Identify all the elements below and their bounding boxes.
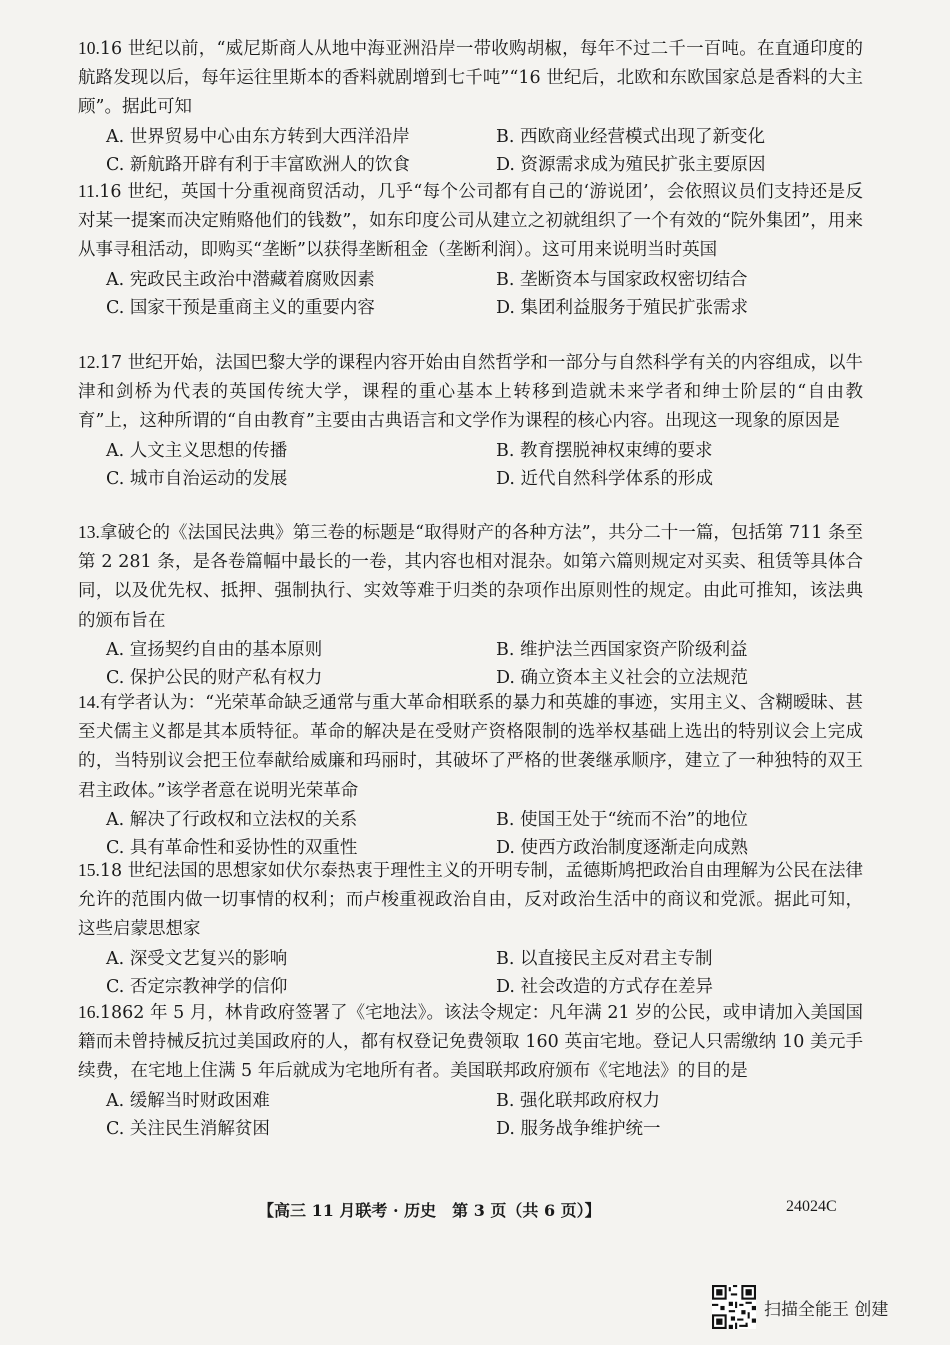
option-b[interactable]: B. 强化联邦政府权力 bbox=[496, 1090, 660, 1111]
options bbox=[78, 123, 863, 180]
options bbox=[78, 1087, 863, 1144]
option-a[interactable]: A. 缓解当时财政困难 bbox=[106, 1090, 270, 1111]
options bbox=[78, 266, 863, 323]
question-15 bbox=[78, 856, 863, 1001]
option-c[interactable]: C. 具有革命性和妥协性的双重性 bbox=[106, 838, 358, 859]
options bbox=[78, 636, 863, 693]
question-number: 12. bbox=[78, 352, 100, 372]
question-16 bbox=[78, 998, 863, 1143]
qr-code-icon bbox=[712, 1285, 756, 1329]
question-11 bbox=[78, 177, 863, 322]
option-b[interactable]: B. 教育摆脱神权束缚的要求 bbox=[496, 440, 713, 461]
question-number: 13. bbox=[78, 522, 100, 542]
option-b[interactable]: B. 垄断资本与国家政权密切结合 bbox=[496, 269, 748, 290]
option-c[interactable]: C. 国家干预是重商主义的重要内容 bbox=[106, 298, 375, 319]
option-b[interactable]: B. 使国王处于“统而不治”的地位 bbox=[496, 809, 748, 830]
question-stem bbox=[78, 177, 863, 266]
question-text: 有学者认为：“光荣革命缺乏通常与重大革命相联系的暴力和英雄的事迹，实用主义、含糊暧昧、甚至犬儒主义都是其本质特征。革命的解决是在受财产资格限制的选举权基础上选出的特别议会上完成的，当特别议会把王位奉献给威廉和玛丽时，其破坏了严格的世袭继承顺序，建立了一种独特的双王君主政体。”该学者意在说明光荣革命 bbox=[78, 693, 863, 801]
options bbox=[78, 806, 863, 863]
question-text: 17 世纪开始，法国巴黎大学的课程内容开始由自然哲学和一部分与自然科学有关的内容组成，以牛津和剑桥为代表的英国传统大学，课程的重心基本上转移到造就未来学者和绅士阶层的“自由教育”上，这种所谓的“自由教育”主要由古典语言和文学作为课程的核心内容。出现这一现象的原因是 bbox=[78, 353, 863, 432]
option-d[interactable]: D. 近代自然科学体系的形成 bbox=[496, 469, 714, 490]
option-c[interactable]: C. 城市自治运动的发展 bbox=[106, 469, 288, 490]
option-b[interactable]: B. 以直接民主反对君主专制 bbox=[496, 948, 713, 969]
question-13 bbox=[78, 518, 863, 693]
question-stem bbox=[78, 998, 863, 1087]
question-14 bbox=[78, 688, 863, 863]
question-text: 16 世纪以前，“威尼斯商人从地中海亚洲沿岸一带收购胡椒，每年不过二千一百吨。在直通印度的航路发现以后，每年运往里斯本的香料就剧增到七千吨”“16 世纪后，北欧和东欧国家总是香料的大主顾”。据此可知 bbox=[78, 39, 863, 118]
options bbox=[78, 437, 863, 494]
question-number: 10. bbox=[78, 38, 100, 58]
footer-title: 【高三 11 月联考 · 历史 第 3 页（共 6 页）】 bbox=[258, 1201, 601, 1220]
question-number: 11. bbox=[78, 181, 100, 201]
question-stem bbox=[78, 856, 863, 945]
option-d[interactable]: D. 确立资本主义社会的立法规范 bbox=[496, 668, 749, 689]
question-12 bbox=[78, 348, 863, 493]
options bbox=[78, 945, 863, 1002]
scanner-watermark bbox=[712, 1285, 888, 1329]
option-d[interactable]: D. 资源需求成为殖民扩张主要原因 bbox=[496, 155, 766, 176]
option-c[interactable]: C. 关注民生消解贫困 bbox=[106, 1119, 270, 1140]
question-stem bbox=[78, 348, 863, 437]
option-a[interactable]: A. 世界贸易中心由东方转到大西洋沿岸 bbox=[106, 126, 410, 147]
scanner-label: 扫描全能王 创建 bbox=[764, 1299, 889, 1320]
option-a[interactable]: A. 宣扬契约自由的基本原则 bbox=[106, 639, 323, 660]
question-10 bbox=[78, 34, 863, 179]
option-a[interactable]: A. 解决了行政权和立法权的关系 bbox=[106, 809, 358, 830]
question-stem bbox=[78, 518, 863, 636]
question-text: 1862 年 5 月，林肯政府签署了《宅地法》。该法令规定：凡年满 21 岁的公民，或申请加入美国国籍而未曾持械反抗过美国政府的人，都有权登记免费领取 160 英亩宅地。登记人只需缴纳 10 美元手续费，在宅地上住满 5 年后就成为宅地所有者。美国联邦政府颁布《宅地法》的目的是 bbox=[78, 1003, 863, 1082]
question-text: 18 世纪法国的思想家如伏尔泰热衷于理性主义的开明专制，孟德斯鸠把政治自由理解为公民在法律允许的范围内做一切事情的权利；而卢梭重视政治自由，反对政治生活中的商议和党派。据此可知，这些启蒙思想家 bbox=[78, 861, 863, 940]
question-stem bbox=[78, 688, 863, 806]
option-c[interactable]: C. 新航路开辟有利于丰富欧洲人的饮食 bbox=[106, 155, 410, 176]
option-a[interactable]: A. 人文主义思想的传播 bbox=[106, 440, 288, 461]
option-a[interactable]: A. 宪政民主政治中潜藏着腐败因素 bbox=[106, 269, 375, 290]
option-d[interactable]: D. 集团利益服务于殖民扩张需求 bbox=[496, 298, 749, 319]
option-d[interactable]: D. 使西方政治制度逐渐走向成熟 bbox=[496, 838, 749, 859]
question-number: 16. bbox=[78, 1002, 100, 1022]
option-c[interactable]: C. 否定宗教神学的信仰 bbox=[106, 977, 288, 998]
question-stem bbox=[78, 34, 863, 123]
question-text: 16 世纪，英国十分重视商贸活动，几乎“每个公司都有自己的‘游说团’，会依照议员们支持还是反对某一提案而决定贿赂他们的钱数”，如东印度公司从建立之初就组织了一个有效的“院外集团”，用来从事寻租活动，即购买“垄断”以获得垄断租金（垄断利润）。这可用来说明当时英国 bbox=[78, 182, 863, 261]
paper-code: 24024C bbox=[786, 1198, 837, 1215]
option-b[interactable]: B. 维护法兰西国家资产阶级利益 bbox=[496, 639, 748, 660]
question-number: 15. bbox=[78, 860, 100, 880]
option-a[interactable]: A. 深受文艺复兴的影响 bbox=[106, 948, 288, 969]
question-number: 14. bbox=[78, 692, 100, 712]
option-b[interactable]: B. 西欧商业经营模式出现了新变化 bbox=[496, 126, 765, 147]
option-c[interactable]: C. 保护公民的财产私有权力 bbox=[106, 668, 323, 689]
question-text: 拿破仑的《法国民法典》第三卷的标题是“取得财产的各种方法”，共分二十一篇，包括第 711 条至第 2 281 条，是各卷篇幅中最长的一卷，其内容也相对混杂。如第六篇则规定对买卖、租赁等具体合同，以及优先权、抵押、强制执行、实效等难于归类的杂项作出原则性的规定。由此可推知，该法典的颁布旨在 bbox=[78, 523, 863, 631]
option-d[interactable]: D. 服务战争维护统一 bbox=[496, 1119, 661, 1140]
option-d[interactable]: D. 社会改造的方式存在差异 bbox=[496, 977, 714, 998]
